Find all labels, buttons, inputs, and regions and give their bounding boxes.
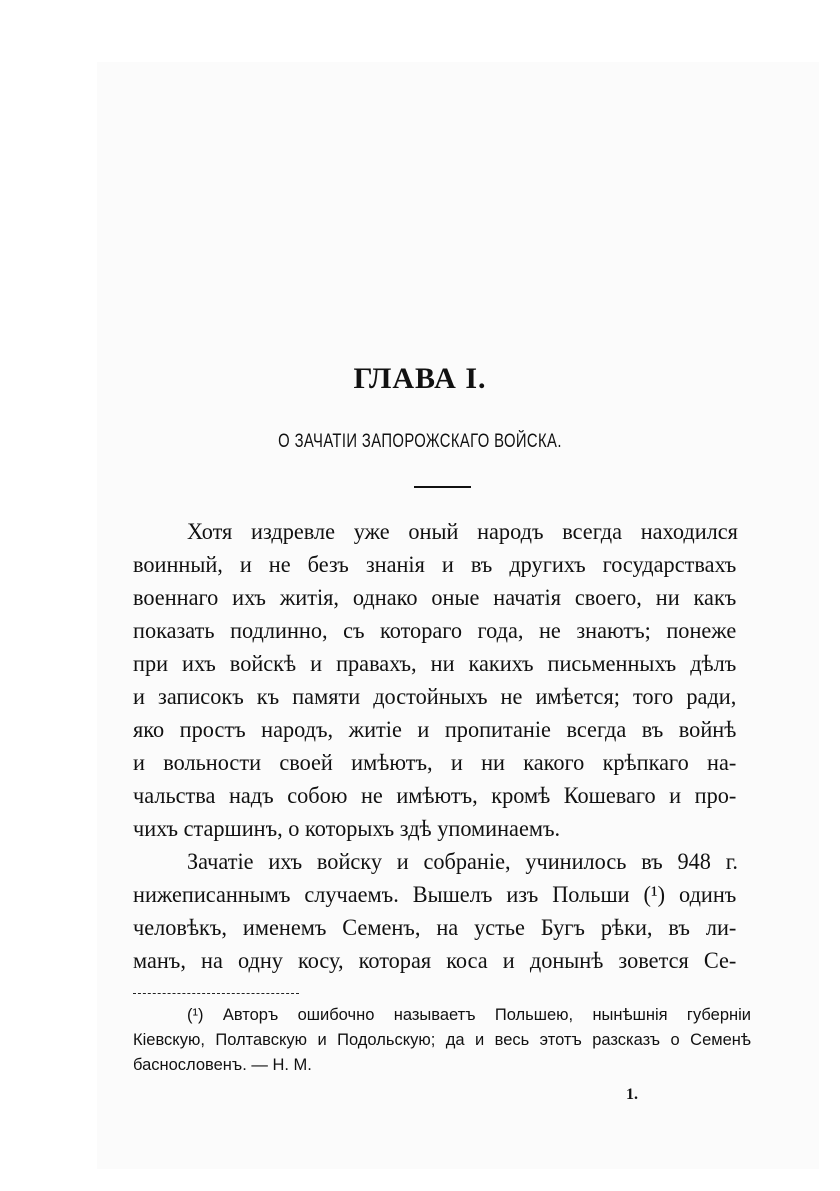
body-line: человѣкъ, именемъ Семенъ, на устье Бугъ рѣки, въ ли- bbox=[133, 915, 737, 940]
body-line: и вольности своей имѣютъ, и ни какого крѣпкаго на- bbox=[133, 750, 737, 775]
page-number: 1. bbox=[626, 1086, 638, 1103]
body-line: Хотя издревле уже оный народъ всегда находился bbox=[187, 519, 738, 544]
footnote-divider bbox=[133, 993, 299, 994]
body-line: показать подлинно, съ котораго года, не знаютъ; понеже bbox=[133, 618, 737, 643]
body-line: чихъ старшинъ, о которыхъ здѣ упоминаемъ. bbox=[133, 816, 561, 841]
footnote-line: (¹) Авторъ ошибочно называетъ Польшею, нынѣшнія губерніи bbox=[187, 1006, 751, 1024]
body-line: при ихъ войскѣ и правахъ, ни какихъ письменныхъ дѣлъ bbox=[133, 651, 737, 676]
body-line: манъ, на одну косу, которая коса и донынѣ зовется Се- bbox=[133, 948, 737, 973]
body-line: яко простъ народъ, житіе и пропитаніе всегда въ войнѣ bbox=[133, 717, 737, 742]
body-line: военнаго ихъ житія, однако оные начатія своего, ни какъ bbox=[133, 585, 737, 610]
title-divider bbox=[414, 486, 471, 488]
footnote-line: баснословенъ. — Н. М. bbox=[133, 1056, 312, 1074]
body-line: нижеписаннымъ случаемъ. Вышелъ изъ Польши (¹) одинъ bbox=[133, 882, 737, 907]
chapter-subtitle: О ЗАЧАТІИ ЗАПОРОЖСКАГО ВОЙСКА. bbox=[278, 431, 562, 452]
body-line: и записокъ къ памяти достойныхъ не имѣется; того ради, bbox=[133, 684, 737, 709]
body-line: Зачатіе ихъ войску и собраніе, учинилось въ 948 г. bbox=[187, 849, 738, 874]
chapter-title: ГЛАВА I. bbox=[353, 362, 487, 395]
body-line: воинный, и не безъ знанія и въ другихъ государствахъ bbox=[133, 552, 737, 577]
body-line: чальства надъ собою не имѣютъ, кромѣ Кошеваго и про- bbox=[133, 783, 737, 808]
footnote-line: Кіевскую, Полтавскую и Подольскую; да и весь этотъ разсказъ о Семенѣ bbox=[133, 1031, 751, 1049]
